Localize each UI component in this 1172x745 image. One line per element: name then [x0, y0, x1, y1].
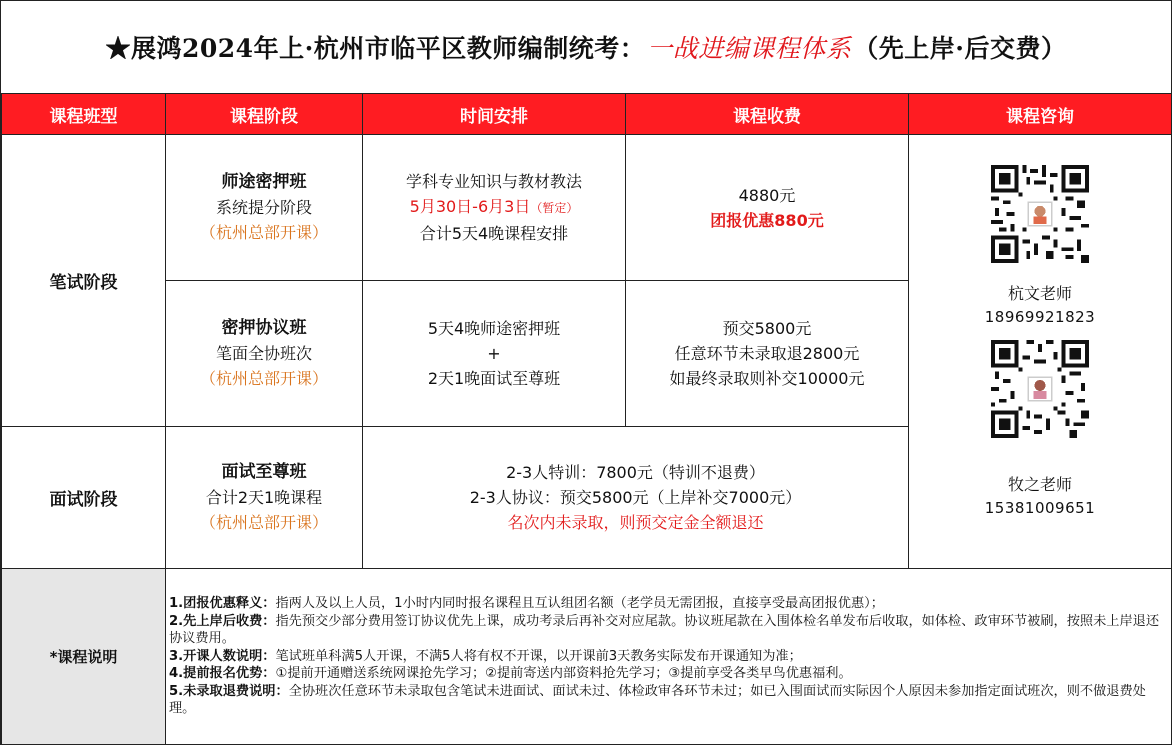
- note-text: 笔试班单科满5人开课，不满5人将有权不开课，以开课前3天教务实际发布开课通知为准；: [275, 648, 802, 664]
- note-item: [169, 683, 1169, 718]
- table-row: [2, 135, 1172, 281]
- notes-content: [166, 569, 1172, 745]
- course2-fee-line1: 预交5800元: [722, 319, 812, 338]
- course3-stage: [166, 427, 363, 569]
- note-key: 5.未录取退费说明：: [169, 683, 289, 699]
- course1-fee-line2: 团报优惠880元: [710, 210, 824, 230]
- header-stage: 课程阶段: [166, 94, 363, 135]
- page-title: [1, 1, 1171, 94]
- course2-fee-line3: 如最终录取则补交10000元: [669, 369, 865, 388]
- notes-row: [2, 569, 1172, 745]
- course2-schedule: [363, 281, 626, 427]
- course1-desc: 系统提分阶段: [215, 198, 312, 217]
- course2-time-plus: +: [487, 344, 501, 363]
- note-item: [169, 595, 1169, 613]
- qr-code-icon: [991, 340, 1089, 438]
- consult-cell: [909, 135, 1172, 569]
- course1-fee-line1: 4880元: [738, 185, 796, 205]
- course1-time-line3: 合计5天4晚课程安排: [419, 224, 569, 243]
- course2-fee-line2: 任意环节未录取退2800元: [674, 344, 860, 363]
- course1-schedule: [363, 135, 626, 281]
- course1-time-line1: 学科专业知识与教材教法: [405, 172, 582, 191]
- course3-line2: 2-3人协议：预交5800元（上岸补交7000元）: [469, 488, 802, 507]
- note-key: 2.先上岸后收费：: [169, 613, 276, 629]
- course3-details: [363, 427, 909, 569]
- contact2-name: 牧之老师: [1007, 475, 1072, 494]
- notes-label: *课程说明: [2, 569, 166, 745]
- course1-name: 师途密押班: [221, 172, 307, 192]
- course3-desc: 合计2天1晚课程: [205, 488, 323, 507]
- note-text: 指先预交少部分费用签订协议优先上课，成功考录后再补交对应尾款。协议班尾款在入围体检名单发布后收取，如体检、政审环节被刷，按照未上岸退还协议费用。: [169, 613, 1160, 647]
- course1-time-note: （暂定）: [530, 201, 579, 215]
- course3-location: （杭州总部开课）: [199, 513, 328, 532]
- course-table: [1, 93, 1172, 745]
- title-prefix: ★展鸿2024年上·杭州市临平区教师编制统考：: [105, 34, 646, 63]
- note-item: [169, 613, 1169, 648]
- header-fee: 课程收费: [626, 94, 909, 135]
- header-consult: 课程咨询: [909, 94, 1172, 135]
- course1-location: （杭州总部开课）: [199, 223, 328, 242]
- note-key: 1.团报优惠释义：: [169, 596, 276, 612]
- contact2-phone: 15381009651: [984, 499, 1096, 517]
- course3-name: 面试至尊班: [221, 462, 307, 482]
- note-key: 4.提前报名优势：: [169, 666, 276, 682]
- course2-desc: 笔面全协班次: [215, 344, 312, 363]
- note-item: [169, 665, 1169, 683]
- course2-time-line1: 5天4晚师途密押班: [427, 319, 561, 338]
- written-stage-label: 笔试阶段: [2, 135, 166, 427]
- note-key: 3.开课人数说明：: [169, 648, 276, 664]
- course2-stage: [166, 281, 363, 427]
- title-highlight: 一战进编课程体系: [647, 34, 852, 63]
- header-class-type: 课程班型: [2, 94, 166, 135]
- title-suffix: （先上岸·后交费）: [853, 34, 1067, 63]
- course2-location: （杭州总部开课）: [199, 369, 328, 388]
- course2-time-line3: 2天1晚面试至尊班: [427, 369, 561, 388]
- course1-dates: 5月30日-6月3日: [409, 197, 531, 216]
- interview-stage-label: 面试阶段: [2, 427, 166, 569]
- qr-code-icon: [991, 165, 1089, 263]
- course2-fee: [626, 281, 909, 427]
- course3-line1: 2-3人特训：7800元（特训不退费）: [506, 463, 765, 482]
- course1-stage: [166, 135, 363, 281]
- course3-line3: 名次内未录取，则预交定金全额退还: [507, 513, 764, 532]
- note-text: 指两人及以上人员，1小时内同时报名课程且互认组团名额（老学员无需团报，直接享受最高团报优惠）；: [275, 596, 884, 612]
- course2-name: 密押协议班: [221, 318, 307, 338]
- course1-fee: [626, 135, 909, 281]
- note-item: [169, 648, 1169, 666]
- note-text: ①提前开通赠送系统网课抢先学习；②提前寄送内部资料抢先学习；③提前享受各类早鸟优惠福利。: [275, 666, 852, 682]
- header-schedule: 时间安排: [363, 94, 626, 135]
- course1-time-line2: [363, 194, 625, 221]
- header-row: [2, 94, 1172, 135]
- contact1-name: 杭文老师: [1007, 284, 1072, 303]
- contact1-phone: 18969921823: [984, 308, 1096, 326]
- note-text: 全协班次任意环节未录取包含笔试未进面试、面试未过、体检政审各环节未过；如已入围面试而实际因个人原因未参加指定面试班次，则不做退费处理。: [169, 683, 1146, 717]
